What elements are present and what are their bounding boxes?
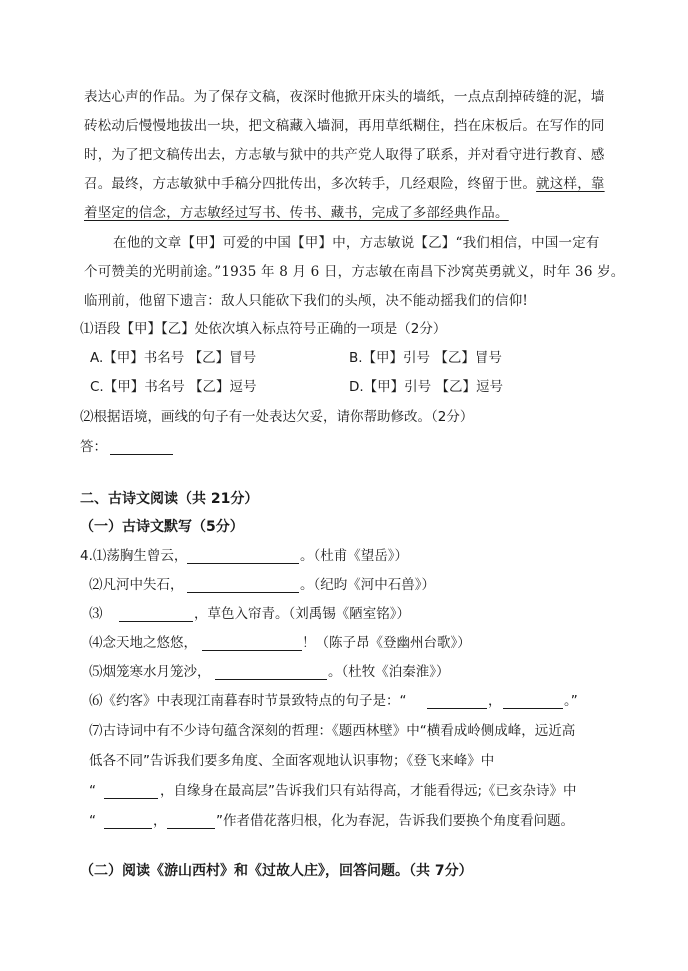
underlined-sentence-start: 就这样，靠	[536, 176, 605, 192]
question-2-stem: ⑵根据语境，画线的句子有一处表达欠妥，请你帮助修改。（2分）	[80, 409, 474, 425]
underlined-sentence-end: 着坚定的信念，方志敏经过写书、传书、藏书，完成了多部经典作品。	[84, 205, 509, 221]
passage-line-2: 砖松动后慢慢地拔出一块，把文稿藏入墙洞，再用草纸糊住，挡在床板后。在写作的同	[84, 118, 605, 134]
q4-item-6-comma: ，	[488, 693, 502, 709]
passage-line-1: 表达心声的作品。为了保存文稿，夜深时他掀开床头的墙纸，一点点刮掉砖缝的泥，墙	[84, 89, 605, 105]
q4-item-4-prefix: ⑷念天地之悠悠，	[89, 635, 197, 651]
q4-item-3-suffix: ，草色入帘青。（刘禹锡《陋室铭》）	[194, 606, 410, 622]
q4-item-7-line-4-open: “	[89, 813, 96, 829]
passage-line-7: 个可赞美的光明前途。”1935 年 8 月 6 日，方志敏在南昌下沙窝英勇就义，时年 36 岁。	[84, 264, 625, 280]
q4-item-7-blank-3[interactable]	[167, 828, 215, 829]
q4-item-4-suffix: ！（陈子昂《登幽州台歌》）	[302, 635, 471, 651]
passage-line-6: 在他的文章【甲】可爱的中国【甲】中，方志敏说【乙】“我们相信，中国一定有	[113, 235, 600, 251]
q4-item-2-prefix: ⑵凡河中失石，	[89, 577, 184, 593]
answer-label: 答：	[80, 439, 107, 455]
option-a: A.【甲】书名号 【乙】冒号	[90, 350, 257, 366]
q4-item-5-blank[interactable]	[215, 679, 327, 680]
q4-item-7-line-2: 低各不同”告诉我们要多角度、全面客观地认识事物；《登飞来峰》中	[89, 753, 495, 769]
q4-item-3-blank[interactable]	[119, 621, 193, 622]
answer-blank[interactable]	[110, 454, 173, 455]
subsection-1-title: （一）古诗文默写（5分）	[80, 519, 244, 535]
q4-item-7-blank-1[interactable]	[104, 798, 158, 799]
q4-item-7-line-3-open: “	[89, 783, 96, 799]
q4-item-6-prefix: ⑹《约客》中表现江南暮春时节景致特点的句子是：“	[89, 693, 407, 709]
q4-item-7-line-3-text: ，自缘身在最高层”告诉我们只有站得高，才能看得远;《已亥杂诗》中	[160, 783, 577, 799]
passage-line-4	[84, 175, 605, 193]
passage-line-4-text: 召。最终，方志敏狱中手稿分四批传出，多次转手，几经艰险，终留于世。	[84, 176, 537, 192]
question-1-stem: ⑴语段【甲】【乙】处依次填入标点符号正确的一项是（2分）	[80, 321, 447, 337]
q4-item-1-prefix: 4.⑴荡胸生曾云，	[80, 548, 188, 564]
q4-item-2-blank[interactable]	[187, 592, 299, 593]
option-c: C.【甲】书名号 【乙】逗号	[90, 379, 257, 395]
passage-line-3: 时，为了把文稿传出去，方志敏与狱中的共产党人取得了联系，并对看守进行教育、感	[84, 147, 605, 163]
subsection-2-title: （二）阅读《游山西村》和《过故人庄》，回答问题。（共 7分）	[80, 863, 473, 879]
q4-item-7-line-4-comma: ，	[153, 813, 167, 829]
q4-item-4-blank[interactable]	[202, 650, 302, 651]
option-d: D.【甲】引号 【乙】逗号	[349, 379, 503, 395]
q4-item-7-blank-2[interactable]	[104, 828, 152, 829]
section-2-title: 二、古诗文阅读（共 21分）	[80, 491, 259, 507]
q4-item-6-suffix: 。”	[564, 693, 578, 709]
q4-item-2-suffix: 。（纪昀《河中石兽》）	[300, 577, 435, 593]
q4-item-3-prefix: ⑶	[89, 606, 103, 622]
q4-item-1-blank[interactable]	[187, 563, 299, 564]
q4-item-5-suffix: 。（杜牧《泊秦淮》）	[328, 664, 450, 680]
passage-line-8: 临刑前，他留下遗言：敌人只能砍下我们的头颅，决不能动摇我们的信仰!	[84, 293, 529, 309]
q4-item-5-prefix: ⑸烟笼寒水月笼沙，	[89, 664, 211, 680]
q4-item-6-blank-2[interactable]	[503, 708, 563, 709]
option-b: B.【甲】引号 【乙】冒号	[349, 350, 502, 366]
q4-item-7-line-1: ⑺古诗词中有不少诗句蕴含深刻的哲理：《题西林壁》中“横看成岭侧成峰，远近高	[89, 723, 576, 739]
q4-item-6-blank-1[interactable]	[427, 708, 487, 709]
q4-item-1-suffix: 。（杜甫《望岳》）	[300, 548, 408, 564]
q4-item-7-line-4-text: ”作者借花落归根，化为春泥，告诉我们要换个角度看问题。	[216, 813, 574, 829]
